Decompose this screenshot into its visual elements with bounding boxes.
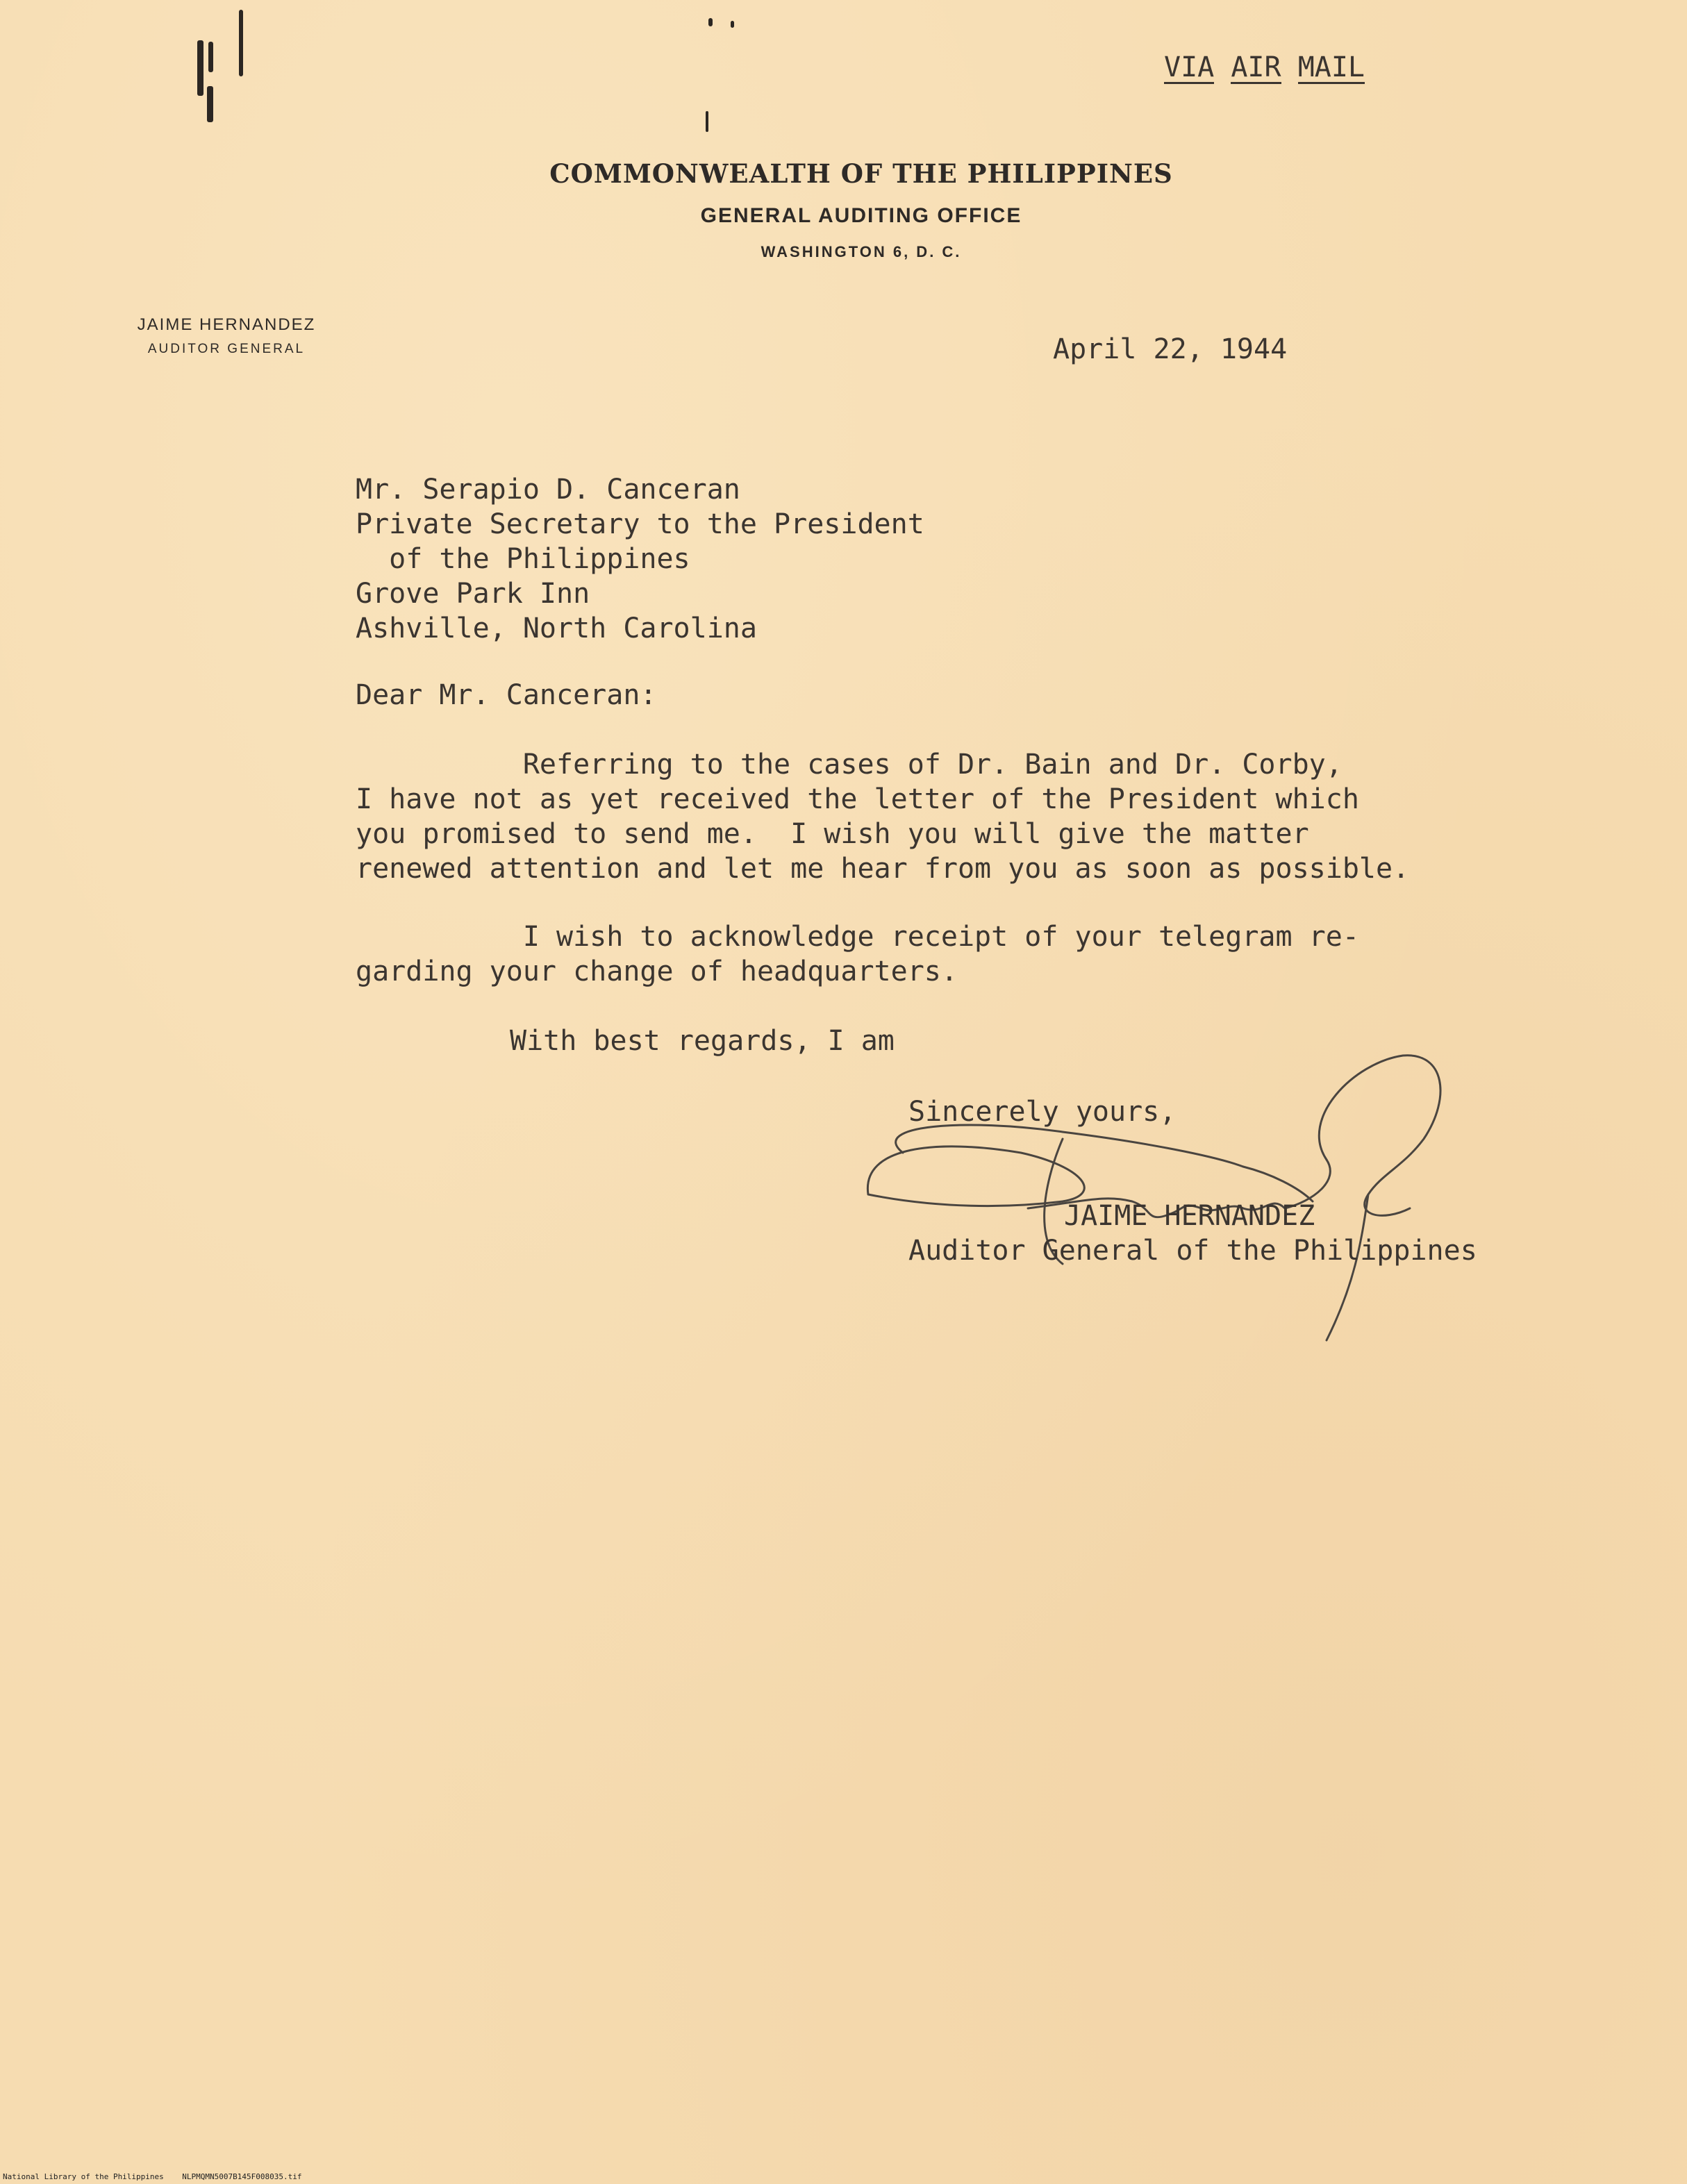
staple-mark bbox=[208, 42, 213, 72]
letterhead-sender-name: JAIME HERNANDEZ bbox=[137, 315, 316, 334]
signer-title: Auditor General of the Philippines bbox=[908, 1235, 1477, 1267]
address-line: Mr. Serapio D. Canceran bbox=[356, 474, 740, 506]
staple-mark bbox=[207, 86, 213, 122]
body-line: renewed attention and let me hear from you as soon as possible. bbox=[356, 853, 1410, 885]
body-line: I have not as yet received the letter of the President which bbox=[356, 783, 1359, 815]
handwritten-signature bbox=[854, 1035, 1493, 1354]
body-line: garding your change of headquarters. bbox=[356, 956, 958, 987]
letterhead-office: GENERAL AUDITING OFFICE bbox=[700, 204, 1022, 227]
ink-speck bbox=[708, 18, 713, 26]
air-mail-notice bbox=[1164, 50, 1365, 85]
address-line: Grove Park Inn bbox=[356, 578, 590, 610]
letterhead-city: WASHINGTON 6, D. C. bbox=[761, 243, 962, 260]
staple-mark bbox=[197, 40, 203, 96]
address-line: Private Secretary to the President bbox=[356, 508, 924, 540]
body-line: you promised to send me. I wish you will give the matter bbox=[356, 818, 1309, 850]
air-mail-word: MAIL bbox=[1297, 51, 1365, 83]
scan-footer: National Library of the Philippines NLPMQMN5007B145F008035.tif bbox=[3, 2172, 302, 2181]
body-line: I wish to acknowledge receipt of your telegram re- bbox=[356, 921, 1359, 953]
ink-speck bbox=[731, 21, 734, 28]
signer-name: JAIME HERNANDEZ bbox=[1064, 1200, 1315, 1232]
body-paragraph bbox=[356, 747, 1409, 886]
address-line: Ashville, North Carolina bbox=[356, 612, 757, 644]
air-mail-word: VIA bbox=[1164, 51, 1215, 83]
staple-mark bbox=[239, 10, 243, 76]
letterhead-sender-title: AUDITOR GENERAL bbox=[147, 342, 306, 356]
letter-date: April 22, 1944 bbox=[1053, 333, 1288, 365]
ink-speck bbox=[706, 111, 708, 132]
body-line: Referring to the cases of Dr. Bain and Dr. Corby, bbox=[356, 749, 1343, 781]
letterhead-government: COMMONWEALTH OF THE PHILIPPINES bbox=[549, 158, 1173, 189]
air-mail-word: AIR bbox=[1231, 51, 1281, 83]
regards-line: With best regards, I am bbox=[510, 1025, 895, 1057]
body-paragraph bbox=[356, 919, 1359, 989]
salutation: Dear Mr. Canceran: bbox=[356, 679, 657, 711]
complimentary-close: Sincerely yours, bbox=[908, 1096, 1177, 1128]
recipient-address bbox=[356, 472, 924, 646]
address-line: of the Philippines bbox=[356, 543, 690, 575]
